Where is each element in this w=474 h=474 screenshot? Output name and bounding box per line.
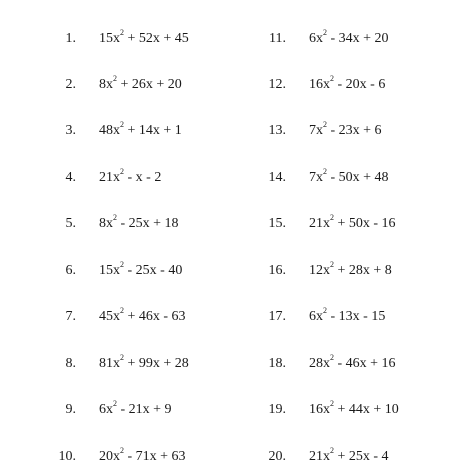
problem-number: 19. [268, 402, 286, 417]
problem-expression: $48x^2 + 14x + 1$ [99, 120, 182, 138]
problem-expression: $16x^2 + 44x + 10$ [309, 399, 399, 417]
problem-number: 16. [268, 263, 286, 278]
problem-expression: $21x^2$ - x - 2 [99, 167, 162, 185]
problem-expression: $6x^2 - 13x - 15$ [309, 306, 386, 324]
problem-expression: $6x^2 - 34x + 20$ [309, 28, 389, 46]
problem-number: 14. [268, 170, 286, 185]
problem-expression: $28x^2 - 46x + 16$ [309, 353, 396, 371]
problem-expression: $8x^2 + 26x + 20$ [99, 74, 182, 92]
problem-number: 13. [268, 123, 286, 138]
problem-expression: $15x^2 + 52x + 45$ [99, 28, 189, 46]
problem-number: 6. [65, 263, 76, 278]
problem-number: 17. [268, 309, 286, 324]
problem-number: 9. [65, 402, 76, 417]
problem-expression: $7x^2 - 50x + 48$ [309, 167, 389, 185]
problem-expression: $12x^2 + 28x + 8$ [309, 260, 392, 278]
problem-number: 15. [268, 216, 286, 231]
problem-number: 18. [268, 356, 286, 371]
problem-expression: $15x^2 - 25x - 40$ [99, 260, 183, 278]
problem-number: 12. [268, 77, 286, 92]
problem-expression: $81x^2 + 99x + 28$ [99, 353, 189, 371]
problem-number: 3. [65, 123, 76, 138]
problem-number: 4. [65, 170, 76, 185]
problem-expression: $6x^2 - 21x + 9$ [99, 399, 172, 417]
problem-expression: $45x^2 + 46x - 63$ [99, 306, 186, 324]
problem-expression: $21x^2 + 25x - 4$ [309, 446, 389, 464]
problem-expression: $8x^2 - 25x + 18$ [99, 213, 179, 231]
problem-number: 20. [268, 449, 286, 464]
problem-expression: $21x^2 + 50x - 16$ [309, 213, 396, 231]
problem-number: 5. [65, 216, 76, 231]
problem-expression: $16x^2 - 20x - 6$ [309, 74, 386, 92]
problem-number: 10. [58, 449, 76, 464]
problem-number: 2. [65, 77, 76, 92]
problem-expression: $20x^2 - 71x + 63$ [99, 446, 186, 464]
problem-expression: $7x^2 - 23x + 6$ [309, 120, 382, 138]
problem-number: 1. [65, 31, 76, 46]
problem-number: 7. [65, 309, 76, 324]
problem-number: 8. [65, 356, 76, 371]
problem-number: 11. [269, 31, 286, 46]
